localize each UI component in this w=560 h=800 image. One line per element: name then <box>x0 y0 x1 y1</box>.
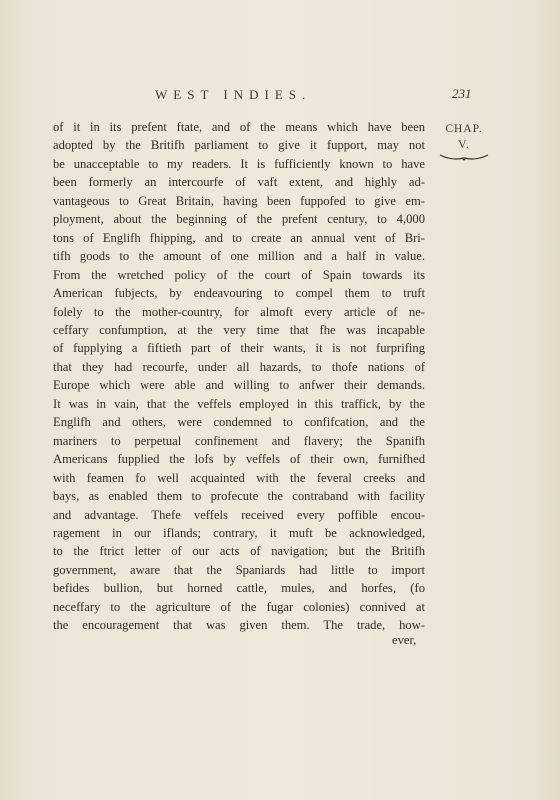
catchword: ever, <box>392 633 417 647</box>
text-line: the encouragement that was given them. The trade, how- <box>53 618 425 633</box>
text-line: ceffary confumption, at the very time that fhe was incapable <box>53 322 425 337</box>
text-line: It was in vain, that the veffels employed in this traffick, by the <box>53 396 425 411</box>
chapter-margin-note <box>438 121 490 153</box>
text-line: American fubjects, by endeavouring to compel them to truft <box>53 286 425 301</box>
text-line: government, aware that the Spaniards had little to import <box>53 562 425 577</box>
text-line: tons of Englifh fhipping, and to create an annual vent of Bri- <box>53 230 425 245</box>
text-line: adopted by the Britifh parliament to give it fupport, may not <box>53 138 425 153</box>
text-line: been formerly an intercourfe of vaft extent, and highly ad- <box>53 175 425 190</box>
text-line: Europe which were able and willing to anfwer their demands. <box>53 378 425 393</box>
text-line: mariners to perpetual confinement and flavery; the Spanifh <box>53 433 425 448</box>
body-text <box>53 118 425 635</box>
text-line: befides bullion, but horned cattle, mules, and horfes, (fo <box>53 581 425 596</box>
text-line: be unacceptable to my readers. It is fufficiently known to have <box>53 156 425 171</box>
text-line: ragement in our iflands; contrary, it muft be acknowledged, <box>53 525 425 540</box>
running-head: WEST INDIES. <box>155 87 312 102</box>
flourish-ornament <box>438 152 490 162</box>
page-number: 231 <box>452 86 472 101</box>
text-line: ployment, about the beginning of the prefent century, to 4,000 <box>53 212 425 227</box>
text-line: of it in its prefent ftate, and of the means which have been <box>53 120 425 134</box>
text-line: to the ftrict letter of our acts of navigation; but the Britifh <box>53 544 425 559</box>
chapter-label: CHAP. <box>445 123 483 135</box>
chapter-number: V. <box>458 139 470 151</box>
text-line: bays, as enabled them to profecute the contraband with facility <box>53 489 425 504</box>
text-line: that they had recourfe, under all hazards, to thofe nations of <box>53 359 425 374</box>
text-line: folely to the mother-country, for almoft every article of ne- <box>53 304 425 319</box>
text-line: tifh goods to the amount of one million and a half in value. <box>53 249 425 264</box>
text-line: From the wretched policy of the court of Spain towards its <box>53 267 425 282</box>
text-line: of fupplying a fiftieth part of their wants, it is not furprifing <box>53 341 425 356</box>
text-line: and advantage. Thefe veffels received every poffible encou- <box>53 507 425 522</box>
text-line: Americans fupplied the lofs by veffels of their own, furnifhed <box>53 452 425 467</box>
text-line: with feamen fo well acquainted with the feveral creeks and <box>53 470 425 485</box>
text-line: vantageous to Great Britain, having been fuppofed to give em- <box>53 193 425 208</box>
text-line: Englifh and others, were condemned to confifcation, and the <box>53 415 425 430</box>
text-line: neceffary to the agriculture of the fugar colonies) connived at <box>53 599 425 614</box>
